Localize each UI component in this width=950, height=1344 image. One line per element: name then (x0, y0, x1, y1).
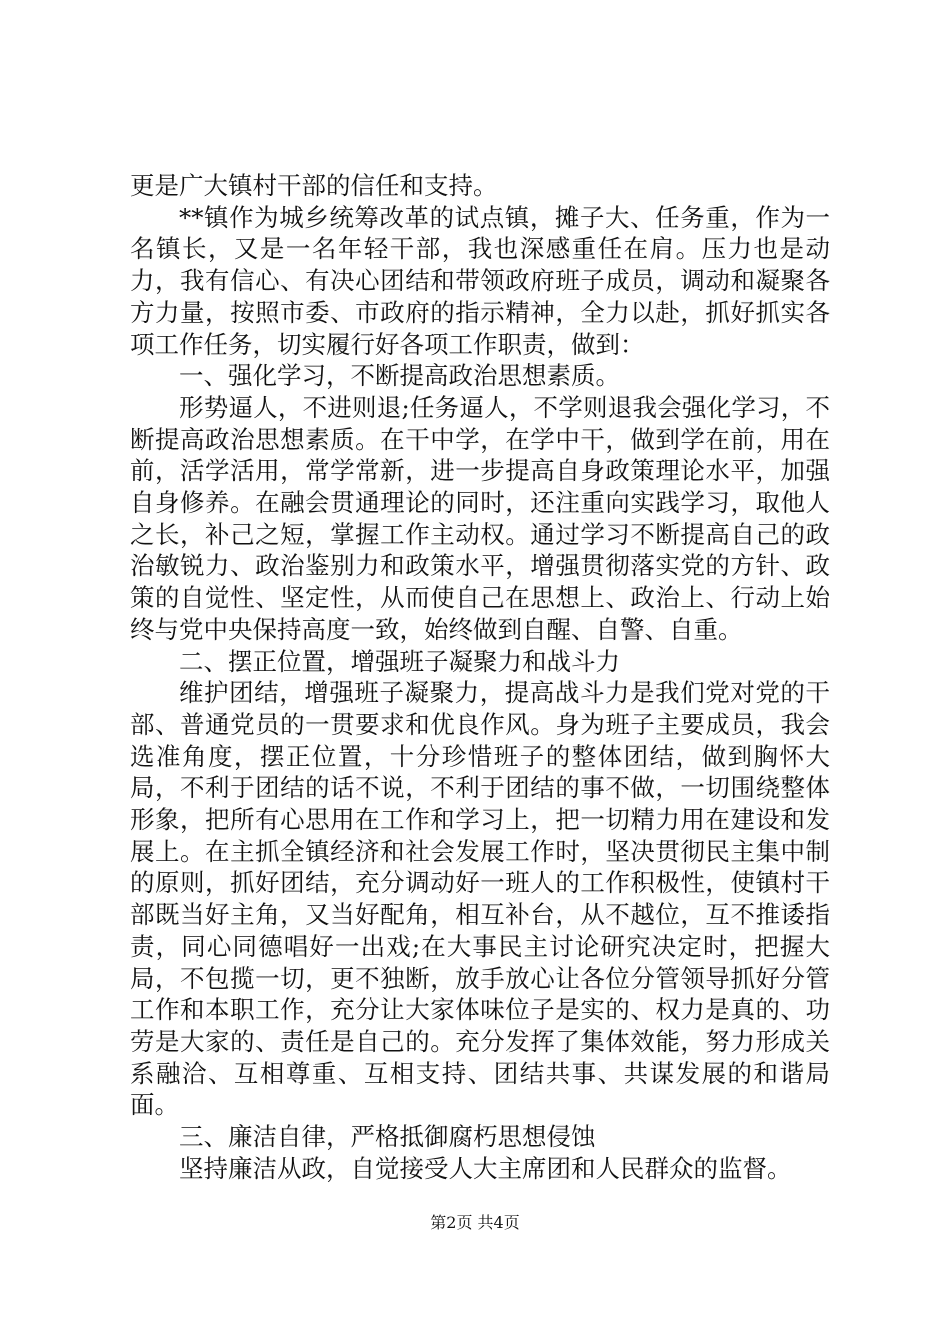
page-number-footer: 第2页 共4页 (430, 1213, 520, 1232)
paragraph-intro: **镇作为城乡统筹改革的试点镇，摊子大、任务重，作为一名镇长，又是一名年轻干部，我也深感重任在肩。压力也是动力，我有信心、有决心团结和带领政府班子成员，调动和凝聚各方力量，按照市委、市政府的指示精神，全力以赴，抓好抓实各项工作任务，切实履行好各项工作职责，做到： (130, 202, 830, 359)
section-heading-1: 一、强化学习，不断提高政治思想素质。 (179, 361, 620, 391)
paragraph-continuation: 更是广大镇村干部的信任和支持。 (130, 171, 498, 200)
paragraph-section-1: 形势逼人，不进则退;任务逼人，不学则退我会强化学习，不断提高政治思想素质。在干中学，在学中干，做到学在前，用在前，活学活用，常学常新，进一步提高自身政策理论水平，加强自身修养。在融会贯通理论的同时，还注重向实践学习，取他人之长，补己之短，掌握工作主动权。通过学习不断提高自己的政治敏锐力、政治鉴别力和政策水平，增强贯彻落实党的方针、政策的自觉性、坚定性，从而使自己在思想上、政治上、行动上始终与党中央保持高度一致，始终做到自醒、自警、自重。 (130, 392, 830, 644)
section-heading-3: 三、廉洁自律，严格抵御腐朽思想侵蚀 (179, 1122, 596, 1152)
section-heading-2: 二、摆正位置，增强班子凝聚力和战斗力 (179, 646, 620, 676)
paragraph-section-3: 坚持廉洁从政，自觉接受人大主席团和人民群众的监督。 (179, 1153, 792, 1183)
paragraph-section-2: 维护团结，增强班子凝聚力，提高战斗力是我们党对党的干部、普通党员的一贯要求和优良作风。身为班子主要成员，我会选准角度，摆正位置，十分珍惜班子的整体团结，做到胸怀大局，不利于团结的话不说，不利于团结的事不做，一切围绕整体形象，把所有心思用在工作和学习上，把一切精力用在建设和发展上。在主抓全镇经济和社会发展工作时，坚决贯彻民主集中制的原则，抓好团结，充分调动好一班人的工作积极性，使镇村干部既当好主角，又当好配角，相互补台，从不越位，互不推诿指责，同心同德唱好一出戏;在大事民主讨论研究决定时，把握大局，不包揽一切，更不独断，放手放心让各位分管领导抓好分管工作和本职工作，充分让大家体味位子是实的、权力是真的、功劳是大家的、责任是自己的。充分发挥了集体效能，努力形成关系融洽、互相尊重、互相支持、团结共事、共谋发展的和谐局面。 (130, 678, 830, 1120)
document-body (130, 170, 830, 1185)
